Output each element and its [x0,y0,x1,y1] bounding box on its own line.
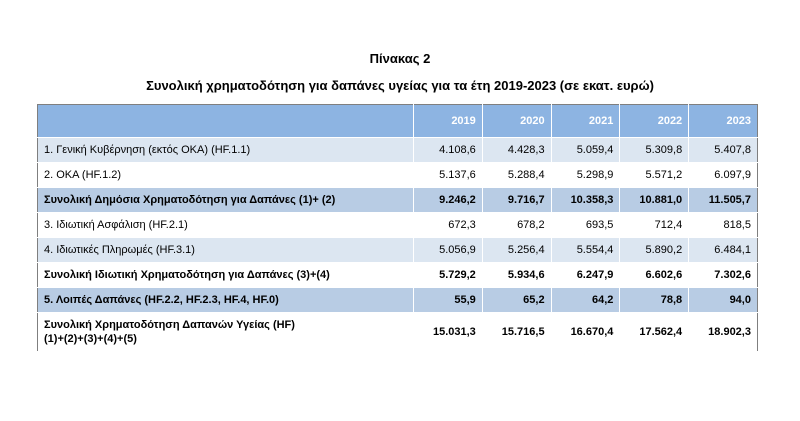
row-label: Συνολική Ιδιωτική Χρηματοδότηση για Δαπάνες (3)+(4) [38,263,414,288]
table-row [38,213,758,238]
row-value: 5.309,8 [620,138,689,163]
total-value: 15.031,3 [414,313,483,352]
table-row-subtotal [38,263,758,288]
row-value: 678,2 [482,213,551,238]
row-value: 5.407,8 [689,138,758,163]
row-value: 11.505,7 [689,188,758,213]
total-value: 16.670,4 [551,313,620,352]
table-row [38,138,758,163]
row-value: 7.302,6 [689,263,758,288]
row-value: 5.059,4 [551,138,620,163]
row-value: 64,2 [551,288,620,313]
row-value: 9.716,7 [482,188,551,213]
row-value: 712,4 [620,213,689,238]
row-value: 672,3 [414,213,483,238]
total-label [38,313,414,352]
total-value: 17.562,4 [620,313,689,352]
header-label-cell [38,105,414,138]
table-row-total [38,313,758,352]
row-value: 10.881,0 [620,188,689,213]
row-value: 5.137,6 [414,163,483,188]
header-year: 2019 [414,105,483,138]
row-label: 2. ΟΚΑ (HF.1.2) [38,163,414,188]
table-row [38,238,758,263]
row-label: 3. Ιδιωτική Ασφάλιση (HF.2.1) [38,213,414,238]
row-label: 1. Γενική Κυβέρνηση (εκτός ΟΚΑ) (HF.1.1) [38,138,414,163]
financing-table [37,104,758,352]
row-value: 10.358,3 [551,188,620,213]
table-row-subtotal [38,188,758,213]
total-label-line1: Συνολική Χρηματοδότηση Δαπανών Υγείας (HF) [44,319,295,331]
header-row [38,105,758,138]
header-year: 2022 [620,105,689,138]
row-value: 5.256,4 [482,238,551,263]
row-label: 4. Ιδιωτικές Πληρωμές (HF.3.1) [38,238,414,263]
row-value: 5.934,6 [482,263,551,288]
table-title: Πίνακας 2 [369,51,431,66]
row-value: 5.554,4 [551,238,620,263]
row-value: 6.247,9 [551,263,620,288]
row-value: 6.097,9 [689,163,758,188]
header-year: 2021 [551,105,620,138]
row-value: 6.602,6 [620,263,689,288]
row-value: 4.108,6 [414,138,483,163]
row-value: 78,8 [620,288,689,313]
total-value: 18.902,3 [689,313,758,352]
row-value: 5.729,2 [414,263,483,288]
row-value: 5.890,2 [620,238,689,263]
total-label-line2: (1)+(2)+(3)+(4)+(5) [44,333,137,345]
row-value: 5.288,4 [482,163,551,188]
row-label: Συνολική Δημόσια Χρηματοδότηση για Δαπάνες (1)+ (2) [38,188,414,213]
row-value: 5.056,9 [414,238,483,263]
row-value: 5.571,2 [620,163,689,188]
table-row [38,163,758,188]
total-value: 15.716,5 [482,313,551,352]
row-value: 94,0 [689,288,758,313]
row-value: 9.246,2 [414,188,483,213]
table-subtitle: Συνολική χρηματοδότηση για δαπάνες υγείας για τα έτη 2019-2023 (σε εκατ. ευρώ) [146,78,654,93]
row-value: 65,2 [482,288,551,313]
row-value: 4.428,3 [482,138,551,163]
table-row-other [38,288,758,313]
row-label: 5. Λοιπές Δαπάνες (HF.2.2, HF.2.3, HF.4, HF.0) [38,288,414,313]
header-year: 2023 [689,105,758,138]
header-year: 2020 [482,105,551,138]
row-value: 6.484,1 [689,238,758,263]
row-value: 55,9 [414,288,483,313]
row-value: 818,5 [689,213,758,238]
row-value: 5.298,9 [551,163,620,188]
row-value: 693,5 [551,213,620,238]
